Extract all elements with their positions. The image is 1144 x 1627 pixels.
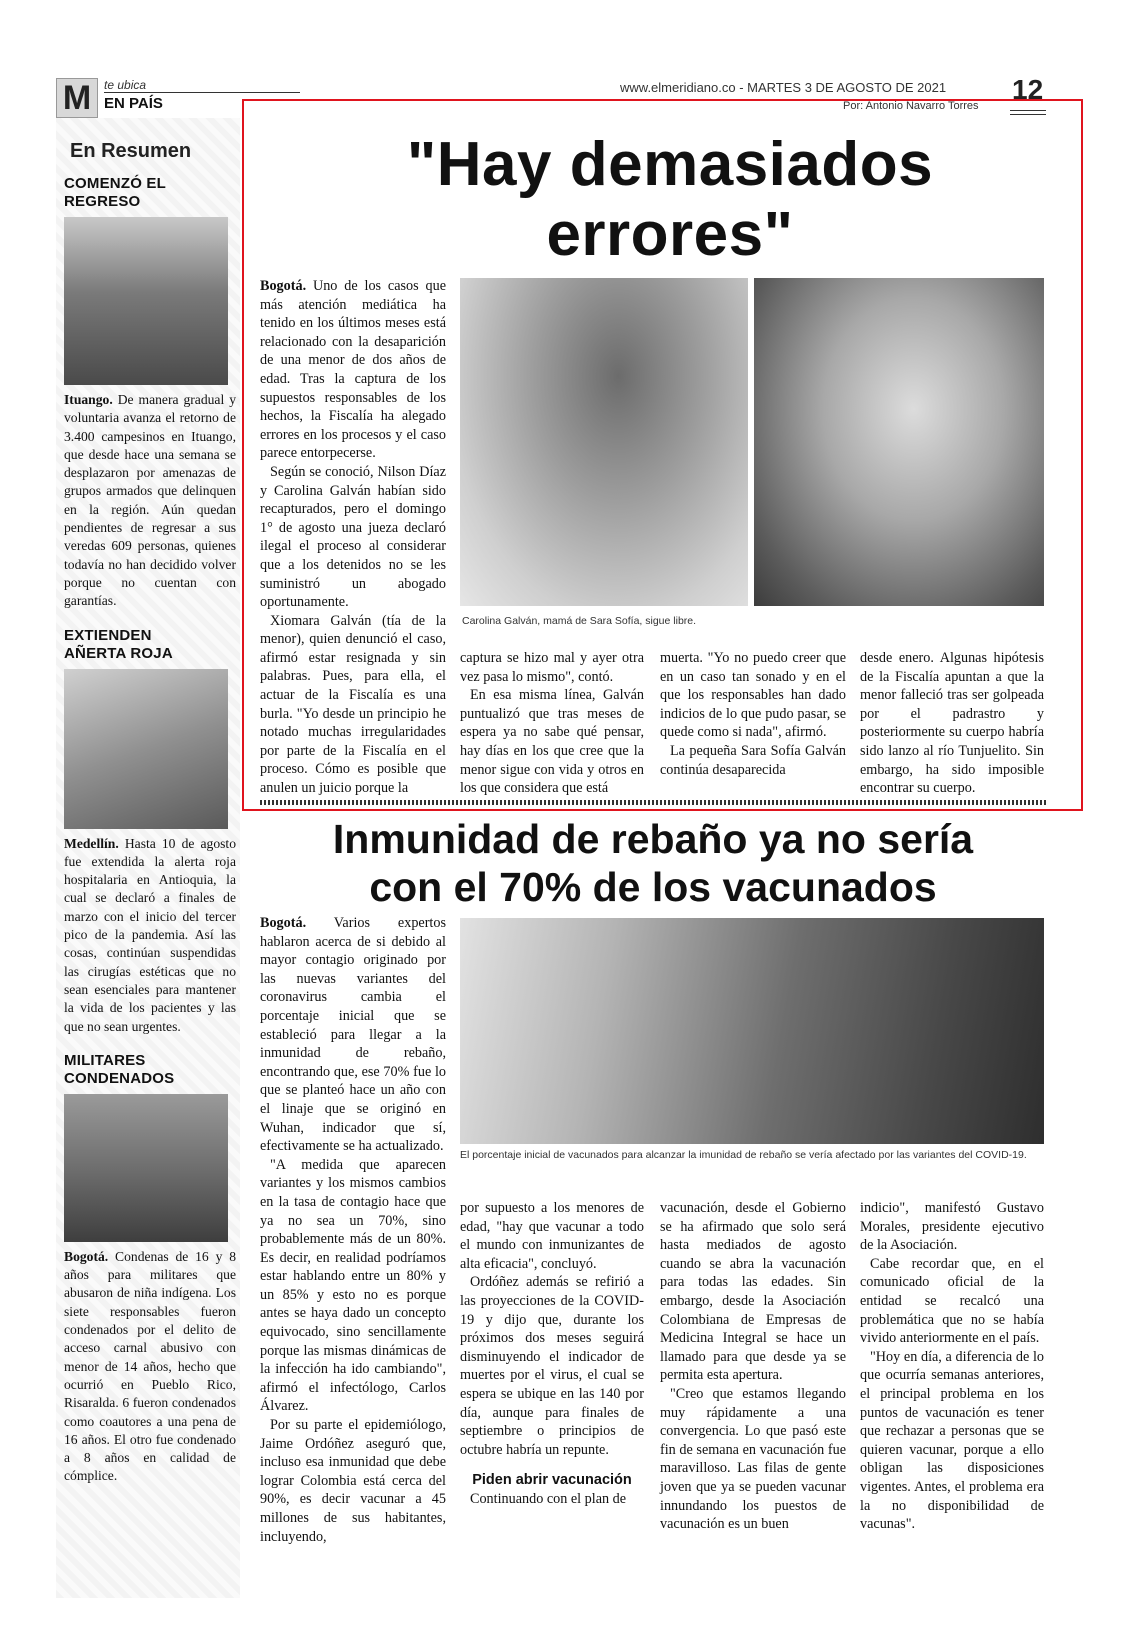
article1-col1-p2: Según se conoció, Nilson Díaz y Carolina Galván habían sido recapturados, pero el domingo 1° de agosto una jueza declaró ilegal el proceso al considerar que a los detenidos no se les suministró un abogado oportunamente. bbox=[260, 463, 446, 611]
sidebar-text-militares bbox=[64, 1248, 236, 1486]
sidebar-heading-regreso: COMENZÓ EL REGRESO bbox=[64, 175, 166, 210]
article2-subhead: Piden abrir vacunación bbox=[472, 1472, 632, 1489]
article2-col4-p2: Cabe recordar que, en el comunicado oficial de la entidad se recalcó una problemática que no se había vivido anteriormente en el país. bbox=[860, 1255, 1044, 1347]
sidebar-body-alerta: Hasta 10 de agosto fue extendida la alerta roja hospitalaria en Antioquia, la cual se declaró a finales de marzo con el inicio del tercer pico de la pandemia. Así las cosas, continúan suspendidas las cirugías estéticas que no sean esenciales para mantener la vida de los pacientes y las que no sean urgentes. bbox=[64, 835, 236, 1034]
sidebar-heading-alerta: EXTIENDEN AÑERTA ROJA bbox=[64, 626, 173, 662]
article1-photo-caption: Carolina Galván, mamá de Sara Sofía, sigue libre. bbox=[462, 615, 697, 627]
byline: Por: Antonio Navarro Torres bbox=[843, 100, 979, 112]
article2-col2-p2: Ordóñez además se refirió a las proyecciones de la COVID-19 y dijo que, durante los próximos dos meses seguirá disminuyendo el indicador de muertes por el virus, el cual se espera se ubique en las 140 por día, aunque para finales de septiembre o principios de octubre habría un repunte. bbox=[460, 1274, 644, 1458]
article2-headline-line1: Inmunidad de rebaño ya no sería bbox=[332, 816, 974, 862]
article2-headline-line2: con el 70% de los vacunados bbox=[369, 864, 937, 910]
article1-col3 bbox=[660, 649, 846, 779]
article1-col2-p2: En esa misma línea, Galván puntualizó que tras meses de espera ya no sabe qué pensar, hay días en los que cree que la menor sigue con vida y otros en los que considera que está bbox=[460, 687, 644, 797]
masthead: www.elmeridiano.co - MARTES 3 DE AGOSTO DE 2021 bbox=[620, 80, 947, 95]
article2-col1-p1: Varios expertos hablaron acerca de si debido al mayor contagio originado por las nuevas variantes del coronavirus cambia el porcentaje inicial que se estableció para llegar a la inmunidad de rebaño, encontrando que, ese 70% fue lo que se planteó hace un año con el linaje que se originó en Wuhan, indicador que sí, efectivamente se ha actualizado. bbox=[260, 915, 446, 1155]
article2-col2-p1: por supuesto a los menores de edad, "hay que vacunar a todo el mundo con inmunizantes de alta eficacia", concluyó. bbox=[460, 1200, 644, 1272]
sidebar-title: En Resumen bbox=[70, 140, 192, 162]
sidebar bbox=[64, 140, 236, 1486]
sidebar-body-militares: Condenas de 16 y 8 años para militares que abusaron de niña indígena. Los siete responsables fueron condenados por el delito de acceso carnal abusivo con menor de 14 años, hecho que ocurrió en Pueblo Rico, Risaralda. 6 fueron condenados como coautores a una pena de 16 años. El otro fue condenado a 8 años en calidad de cómplice. bbox=[64, 1248, 236, 1484]
article2-col1 bbox=[260, 914, 446, 1546]
article1-col3-p1: muerta. "Yo no puedo creer que en un caso tan sonado y en el que los responsables han dado indicios de lo que pudo pasar, se quede como si nada", afirmó. bbox=[660, 650, 846, 741]
photo-vacunacion bbox=[460, 918, 1044, 1144]
photo-sara-sofia bbox=[754, 278, 1044, 606]
header-rule-left bbox=[104, 92, 300, 93]
article1-col2 bbox=[460, 649, 644, 798]
article2-col1-p3: Por su parte el epidemiólogo, Jaime Ordóñez aseguró que, incluso esa inmunidad que debe lograr Colombia está cerca del 90%, es decir vacunar a 45 millones de sus habitantes, incluyendo, bbox=[260, 1417, 446, 1545]
article2-col2-after: Continuando con el plan de bbox=[470, 1490, 627, 1507]
article1-col4-p1: desde enero. Algunas hipótesis de la Fiscalía apuntan a que la menor falleció tras ser golpeada por el padrastro y posteriormente su cuerpo habría sido lanzo al río Tunjuelito. Sin embargo, ha sido imposible encontrar su cuerpo. bbox=[860, 650, 1044, 797]
article2-lead: Bogotá. bbox=[260, 915, 307, 931]
section-logo: M bbox=[56, 78, 98, 118]
article1-col1 bbox=[260, 277, 446, 798]
article2-photo-caption: El porcentaje inicial de vacunados para alcanzar la imunidad de rebaño se vería afectado por las variantes del COVID-19. bbox=[460, 1149, 1027, 1161]
sidebar-lead-alerta: Medellín. bbox=[64, 835, 119, 851]
article2-col4-p3: "Hoy en día, a diferencia de lo que ocurría semanas anteriores, el principal problema en los puntos de vacunación es tener que rechazar a personas que se quieren vacunar, porque a ello obligan las disposiciones vigentes. Antes, el problema era la no disponibilidad de vacunas". bbox=[860, 1348, 1044, 1533]
sidebar-body-regreso: De manera gradual y voluntaria avanza el retorno de 3.400 campesinos en Ituango, que desde hace una semana se desplazaron por amenazas de grupos armados que delinquen en la región. Aún quedan pendientes de regresar a sus veredas 609 personas, quienes todavía no han decidido volver porque no cuentan con garantías. bbox=[64, 392, 236, 609]
sidebar-text-alerta bbox=[64, 835, 236, 1036]
article2-col4 bbox=[860, 1199, 1044, 1534]
article2-col3 bbox=[660, 1199, 846, 1534]
article1-col3-p2: La pequeña Sara Sofía Galván continúa desaparecida bbox=[660, 742, 846, 778]
article1-col4 bbox=[860, 649, 1044, 798]
article2-headline bbox=[260, 815, 1046, 911]
article1-headline: "Hay demasiados errores" bbox=[406, 130, 934, 269]
article2-col3-p1: vacunación, desde el Gobierno se ha afirmado que solo será hasta mediados de agosto cuando se abra la vacunación para todas las edades. Sin embargo, desde la Asociación Colombiana de Empresas de Medicina Integral se hace un llamado para que desde ya se permita esta apertura. bbox=[660, 1200, 846, 1384]
section-kicker: te ubica bbox=[104, 78, 147, 92]
sidebar-text-regreso bbox=[64, 391, 236, 611]
article2-col2 bbox=[460, 1199, 644, 1509]
article1-col1-p1: Uno de los casos que más atención mediática ha tenido en los últimos meses está relacionado con la desaparición de una menor de dos años de edad. Tras la captura de los supuestos responsables de los hechos, la Fiscalía ha alegado errores en los procesos y el caso parece entorpecerse. bbox=[260, 278, 446, 462]
sidebar-photo-bus bbox=[64, 217, 228, 385]
sidebar-lead-militares: Bogotá. bbox=[64, 1248, 109, 1264]
photo-carolina bbox=[460, 278, 748, 606]
article-divider bbox=[260, 800, 1046, 805]
article1-lead: Bogotá. bbox=[260, 278, 307, 294]
article2-col1-p2: "A medida que aparecen variantes y los mismos cambios en la tasa de contagio hace que ya no sea un 70%, sino probablemente más de un 80%. Es decir, en realidad podríamos estar hablando entre un 80% y un 85% y esto no es porque antes se haya dado un concepto equivocado, sino sencillamente porque las mismas dinámicas de la infección ha ido cambiando", afirmó el infectólogo, Carlos Álvarez. bbox=[260, 1156, 446, 1415]
page-number: 12 bbox=[1012, 74, 1044, 105]
section-name: EN PAÍS bbox=[104, 95, 163, 112]
sidebar-photo-militares bbox=[64, 1094, 228, 1242]
article1-col1-p3: Xiomara Galván (tía de la menor), quien denunció el caso, afirmó estar resignada y sin palabras. Pues, para ella, el actuar de la Fiscalía es una burla. "Yo desde un principio he notado muchas irregularidades por parte de la Fiscalía en el proceso. Cómo es posible que anulen un juicio porque la bbox=[260, 612, 446, 797]
article2-col3-p2: "Creo que estamos llegando muy rápidamente a una convergencia. Lo que pasó este fin de semana en vacunación fue maravilloso. Las filas de gente joven que ya se pueden vacunar innundando los puestos de vacunación es un buen bbox=[660, 1385, 846, 1533]
sidebar-heading-militares: MILITARES CONDENADOS bbox=[64, 1051, 175, 1087]
sidebar-photo-hospital bbox=[64, 669, 228, 829]
article1-col2-p1: captura se hizo mal y ayer otra vez pasa lo mismo", contó. bbox=[460, 650, 644, 685]
sidebar-lead-regreso: Ituango. bbox=[64, 392, 113, 407]
article2-col4-p1: indicio", manifestó Gustavo Morales, presidente ejecutivo de la Asociación. bbox=[860, 1200, 1044, 1254]
